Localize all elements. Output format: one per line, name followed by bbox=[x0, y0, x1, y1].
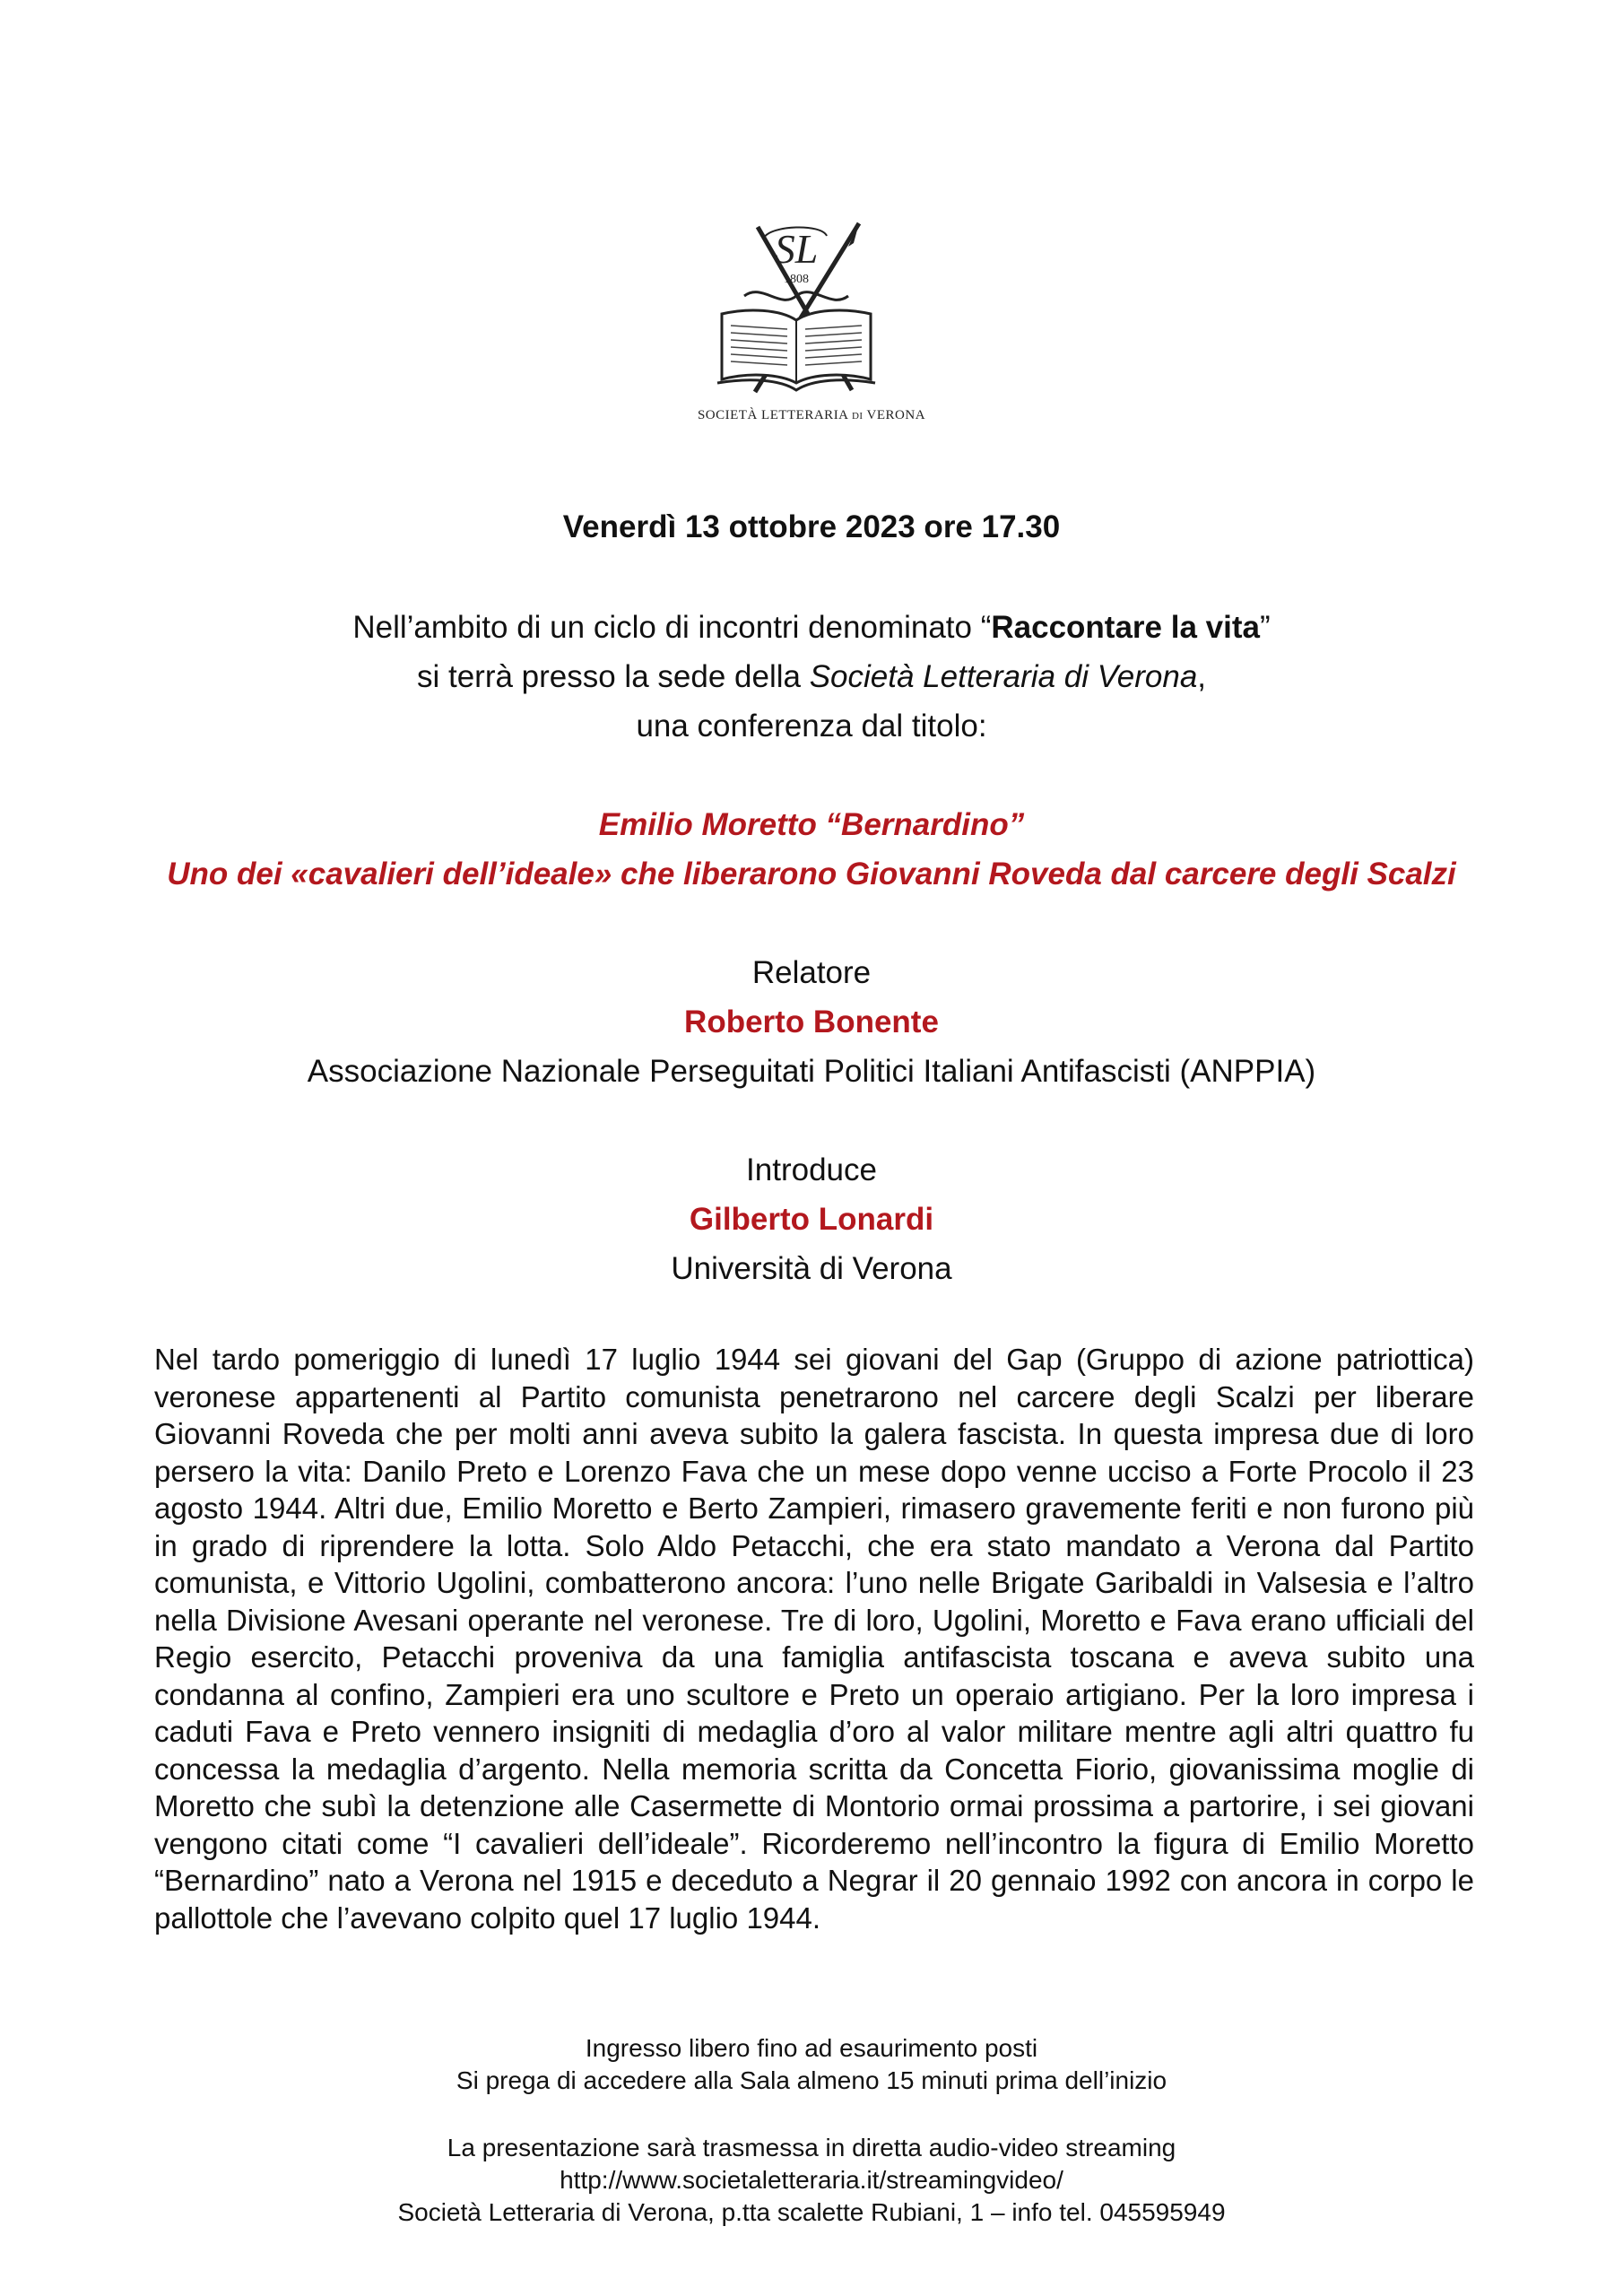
intro-line-1 bbox=[0, 610, 1623, 646]
cycle-title: Raccontare la vita bbox=[991, 610, 1260, 645]
introducer-name: Gilberto Lonardi bbox=[689, 1202, 934, 1237]
intro-line-1-close: ” bbox=[1259, 610, 1271, 645]
venue-address: Società Letteraria di Verona, p.tta scalette Rubiani, 1 – info tel. 045595949 bbox=[397, 2198, 1226, 2226]
speaker-name: Roberto Bonente bbox=[684, 1004, 939, 1039]
conference-subtitle: Uno dei «cavalieri dell’ideale» che liberarono Giovanni Roveda dal carcere degli Scalzi bbox=[167, 857, 1456, 891]
logo-monogram: SL bbox=[774, 226, 819, 272]
entry-note: Ingresso libero fino ad esaurimento posti bbox=[585, 2034, 1038, 2062]
intro-line-2 bbox=[0, 659, 1623, 695]
arrival-note: Si prega di accedere alla Sala almeno 15 minuti prima dell’inizio bbox=[456, 2066, 1167, 2094]
intro-line-1-text: Nell’ambito di un ciclo di incontri denominato “ bbox=[352, 610, 992, 645]
event-date: Venerdì 13 ottobre 2023 ore 17.30 bbox=[562, 509, 1061, 544]
logo-caption bbox=[592, 408, 1031, 423]
intro-line-2-comma: , bbox=[1197, 659, 1207, 694]
intro-line-3: una conferenza dal titolo: bbox=[636, 709, 987, 744]
speaker-role: Relatore bbox=[751, 955, 872, 990]
logo-caption-end: VERONA bbox=[863, 408, 926, 422]
streaming-link[interactable]: http://www.societaletteraria.it/streamingvideo/ bbox=[560, 2166, 1063, 2194]
introducer-affiliation: Università di Verona bbox=[671, 1251, 952, 1286]
venue-name: Società Letteraria di Verona bbox=[809, 659, 1198, 694]
intro-line-2-text: si terrà presso la sede della bbox=[416, 659, 810, 694]
streaming-note: La presentazione sarà trasmessa in diretta audio-video streaming bbox=[447, 2134, 1176, 2161]
logo-year: 1808 bbox=[784, 273, 809, 286]
society-logo bbox=[681, 220, 942, 435]
book-and-quills-emblem-icon bbox=[681, 220, 942, 404]
speaker-affiliation: Associazione Nazionale Perseguitati Politici Italiani Antifascisti (ANPPIA) bbox=[307, 1054, 1316, 1089]
introducer-role: Introduce bbox=[746, 1152, 877, 1187]
conference-title: Emilio Moretto “Bernardino” bbox=[598, 807, 1025, 842]
body-paragraph: Nel tardo pomeriggio di lunedì 17 luglio 1944 sei giovani del Gap (Gruppo di azione patriottica) veronese appartenenti al Partito comunista penetrarono nel carcere degli Scalzi per liberare Giovanni Roveda che per molti anni aveva subito la galera fascista. In questa impresa due di loro persero la vita: Danilo Preto e Lorenzo Fava che un mese dopo venne ucciso a Forte Procolo il 23 agosto 1944. Altri due, Emilio Moretto e Berto Zampieri, rimasero gravemente feriti e non furono più in grado di riprendere la lotta. Solo Aldo Petacchi, che era stato mandato a Verona dal Partito comunista, e Vittorio Ugolini, combatterono ancora: l’uno nelle Brigate Garibaldi in Valsesia e l’altro nella Divisione Avesani operante nel veronese. Tre di loro, Ugolini, Moretto e Fava erano ufficiali del Regio esercito, Petacchi proveniva da una famiglia antifascista toscana e aveva subito una condanna al confino, Zampieri era uno scultore e Preto un operaio artigiano. Per la loro impresa i caduti Fava e Preto vennero insigniti di medaglia d’oro al valor militare mentre agli altri quattro fu concessa la medaglia d’argento. Nella memoria scritta da Concetta Fiorio, giovanissima moglie di Moretto che subì la detenzione alle Casermette di Montorio ormai prossima a partorire, i sei giovani vengono citati come “I cavalieri dell’ideale”. Ricorderemo nell’incontro la figura di Emilio Moretto “Bernardino” nato a Verona nel 1915 e deceduto a Negrar il 20 gennaio 1992 con ancora in corpo le pallottole che l’avevano colpito quel 17 luglio 1944. bbox=[154, 1343, 1474, 1935]
logo-caption-main: SOCIETÀ LETTERARIA bbox=[697, 408, 852, 422]
logo-caption-small: DI bbox=[851, 411, 864, 422]
